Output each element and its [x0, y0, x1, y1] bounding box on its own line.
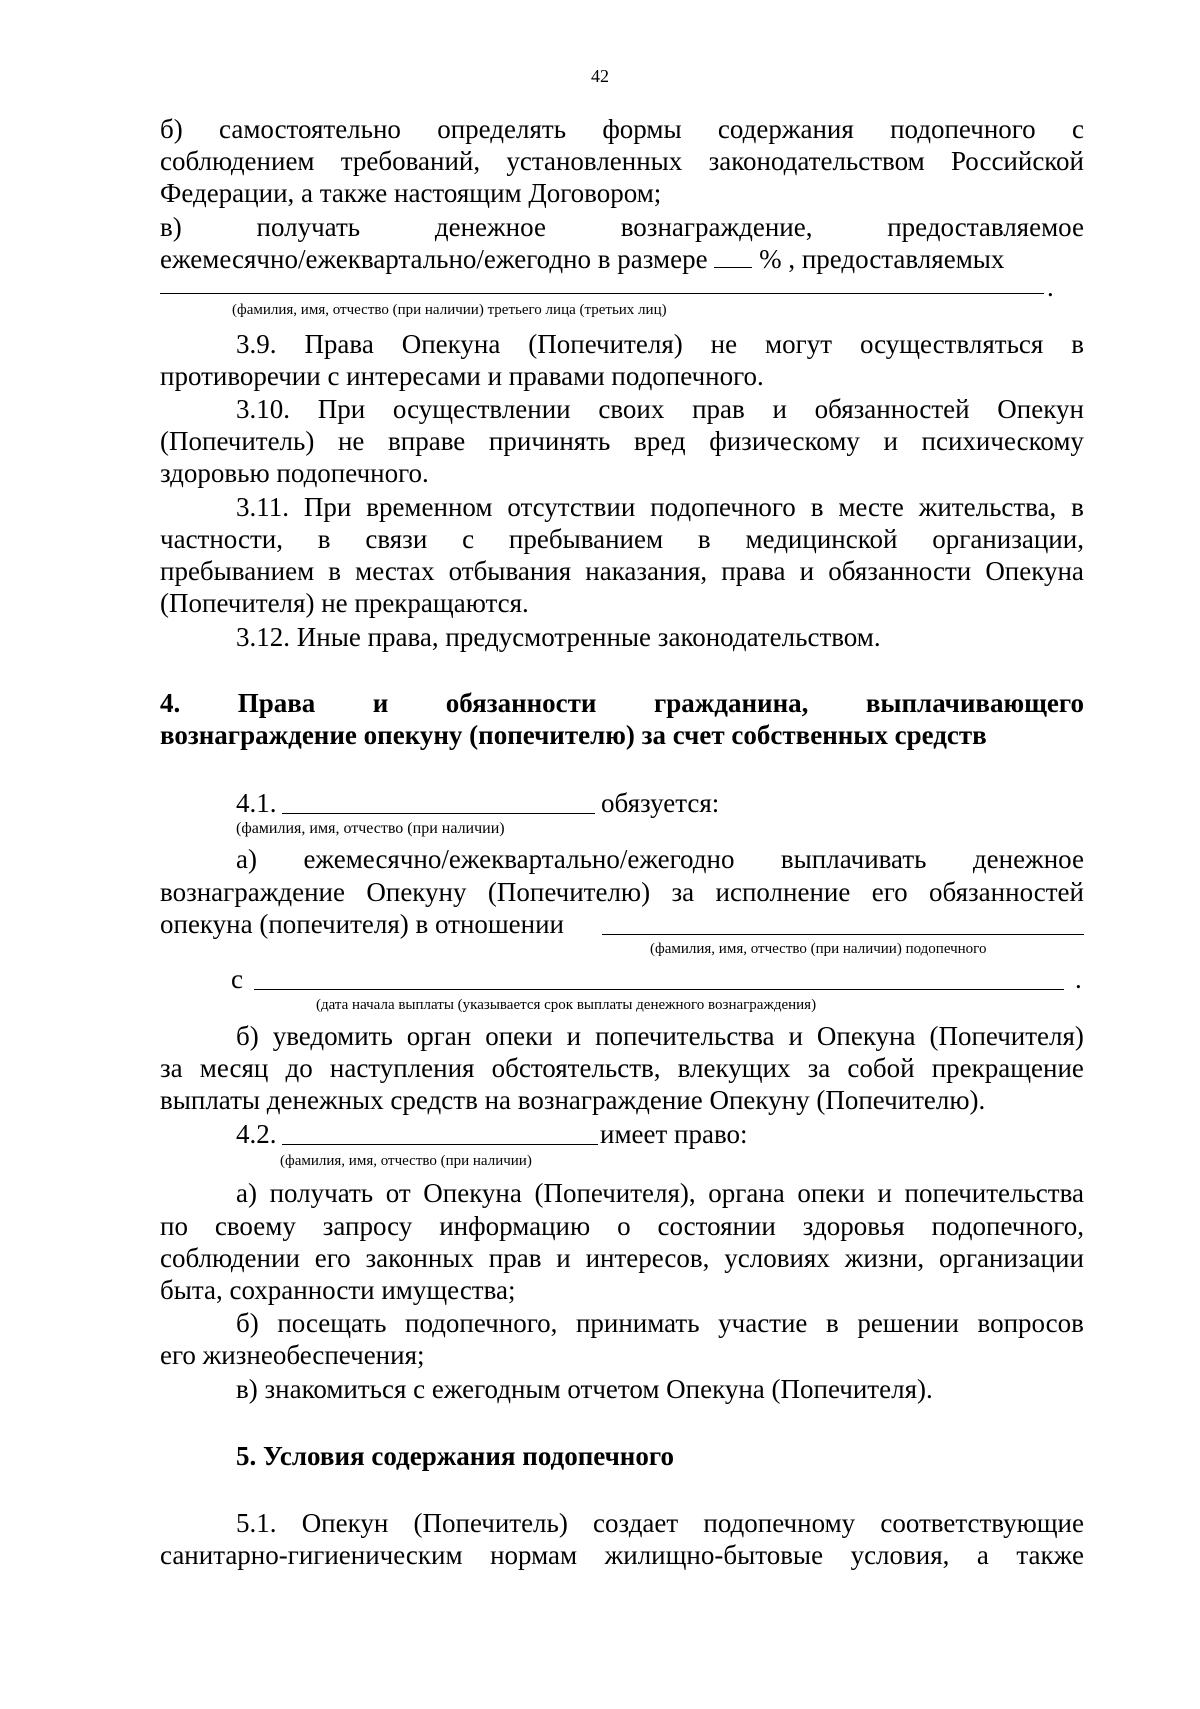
p41-caption: (фамилия, имя, отчество (при наличии): [236, 820, 505, 837]
word: здоровья: [802, 1211, 905, 1241]
p42-caption: (фамилия, имя, отчество (при наличии): [280, 1153, 532, 1169]
word: (Попечителю): [487, 877, 651, 907]
p41-b-line-3: выплаты денежных средств на вознаграждение Опекуну (Попечителю).: [160, 1085, 986, 1115]
word: за: [671, 877, 695, 907]
word: обязанностей: [814, 394, 970, 424]
p42-b-line-1: [236, 1307, 1084, 1339]
p311-line-3: [160, 555, 1084, 587]
p311-line-4: (Попечителя) не прекращаются.: [160, 588, 529, 618]
word: законодательством: [708, 146, 925, 176]
word: Опекуна: [401, 329, 501, 359]
word: до: [285, 1053, 313, 1083]
word: его: [871, 877, 908, 907]
section4-heading-line-2: вознаграждение опекуну (попечителю) за счет собственных средств: [160, 720, 987, 750]
word: месте: [838, 492, 904, 522]
word: собой: [847, 1053, 915, 1083]
word: Российской: [950, 146, 1084, 176]
word: с: [462, 524, 475, 554]
word: за: [807, 1053, 831, 1083]
word: а): [236, 1178, 257, 1208]
word: вознаграждение,: [620, 212, 813, 242]
page-number: 42: [591, 66, 609, 86]
word: осуществляться: [859, 329, 1044, 359]
word: Права: [304, 329, 374, 359]
word: 3.11.: [236, 492, 289, 522]
word: вознаграждение: [160, 877, 345, 907]
word: опеки: [485, 1021, 553, 1051]
word: пребыванием: [508, 524, 664, 554]
word: в): [160, 212, 182, 242]
p311-line-1: [236, 491, 1084, 523]
word: б): [236, 1021, 259, 1051]
word: соблюдением: [160, 146, 315, 176]
word: создает: [593, 1508, 679, 1538]
word: местах: [355, 556, 435, 586]
section5-heading: 5. Условия содержания подопечного: [236, 1441, 674, 1471]
word: ежемесячно/ежеквартально/ежегодно: [303, 844, 735, 874]
word: а: [976, 1540, 989, 1570]
word: вред: [633, 426, 686, 456]
p41-a-line-1: [236, 843, 1084, 875]
word: Опекун: [301, 1508, 389, 1538]
item-v-line-2: ежемесячно/ежеквартально/ежегодно в размере % , предоставляемых: [160, 244, 1005, 274]
percent-blank: [714, 243, 752, 268]
word: 5.1.: [236, 1508, 277, 1538]
word: (Попечителя),: [534, 1178, 696, 1208]
word: исполнение: [715, 877, 851, 907]
word: 3.9.: [236, 329, 277, 359]
word: соответствующие: [880, 1508, 1084, 1538]
word: предоставляемое: [887, 212, 1084, 242]
p310-line-2: [160, 425, 1084, 457]
word: орган: [406, 1021, 472, 1051]
word: участие: [718, 1308, 808, 1338]
word: организации,: [932, 524, 1084, 554]
word: условиях: [724, 1243, 830, 1273]
word: в: [825, 1308, 839, 1338]
word: денежное: [972, 844, 1084, 874]
word: и: [566, 1021, 582, 1051]
word: своих: [598, 394, 665, 424]
p42-a-line-4: быта, сохранности имущества;: [160, 1275, 516, 1305]
word: в: [1071, 329, 1084, 359]
word: жизни,: [844, 1243, 925, 1273]
word: своему: [214, 1211, 296, 1241]
word: вопросов: [977, 1308, 1084, 1338]
word: с: [1071, 114, 1084, 144]
word: в: [317, 524, 331, 554]
word: посещать: [277, 1308, 387, 1338]
word: жилищно-бытовые: [604, 1540, 824, 1570]
word: уведомить: [272, 1021, 393, 1051]
word: Права: [237, 688, 316, 718]
p42-tail: имеет право:: [600, 1119, 748, 1149]
p41-a-line-2: [160, 876, 1084, 908]
word: в: [1071, 492, 1084, 522]
p41-a-line-3: опекуна (попечителя) в отношении: [160, 909, 565, 939]
third-party-blank: [160, 293, 1044, 294]
word: запросу: [322, 1211, 413, 1241]
word: состоянии: [657, 1211, 776, 1241]
word: принимать: [575, 1308, 700, 1338]
word: подопечного: [650, 492, 796, 522]
word: не: [337, 426, 365, 456]
ward-name-blank: [602, 934, 1084, 935]
start-caption: (дата начала выплаты (указывается срок выплаты денежного вознаграждения): [316, 997, 817, 1013]
word: осуществлении: [392, 394, 571, 424]
ward-caption: (фамилия, имя, отчество (при наличии) подопечного: [650, 941, 987, 957]
word: и: [772, 394, 787, 424]
word: установленных: [506, 146, 683, 176]
item-v-line-1: [160, 211, 1084, 243]
word: формы: [602, 114, 682, 144]
word: временном: [366, 492, 493, 522]
word: содержания: [717, 114, 854, 144]
word: подопечному: [703, 1508, 856, 1538]
word: Опекуна: [816, 1021, 916, 1051]
word: (Попечителя): [929, 1021, 1084, 1051]
word: организации: [938, 1243, 1084, 1273]
word: интересов,: [585, 1243, 710, 1273]
item-v-dot: .: [1047, 272, 1054, 302]
word: обязанностей: [929, 877, 1084, 907]
word: отбывания: [448, 556, 572, 586]
p39-line-1: [236, 328, 1084, 360]
word: и: [883, 426, 898, 456]
word: физическому: [709, 426, 860, 456]
word: выплачивающего: [865, 688, 1084, 718]
word: (Попечителя): [528, 329, 683, 359]
p39-line-2: противоречии с интересами и правами подопечного.: [160, 361, 764, 391]
word: Опекуну: [366, 877, 467, 907]
word: от: [385, 1178, 411, 1208]
word: в: [328, 556, 342, 586]
p41-num: 4.1.: [236, 788, 277, 818]
word: денежное: [434, 212, 546, 242]
word: определять: [437, 114, 567, 144]
word: не: [710, 329, 738, 359]
p42-v-line: в) знакомиться с ежегодным отчетом Опекуна (Попечителя).: [236, 1374, 933, 1404]
p42-a-line-2: [160, 1210, 1084, 1242]
word: вправе: [388, 426, 466, 456]
item-b-line-1: [160, 113, 1084, 145]
word: также: [1016, 1540, 1084, 1570]
word: прекращение: [931, 1053, 1084, 1083]
word: законных: [365, 1243, 474, 1273]
third-party-caption: (фамилия, имя, отчество (при наличии) третьего лица (третьих лиц): [232, 302, 667, 318]
item-b-line-2: [160, 145, 1084, 177]
p42-payer-blank: [282, 1144, 598, 1145]
word: б): [236, 1308, 259, 1338]
word: органа: [708, 1178, 785, 1208]
word: отсутствии: [507, 492, 636, 522]
word: 4.: [160, 688, 181, 718]
word: (Попечитель): [413, 1508, 568, 1538]
word: получать: [269, 1178, 374, 1208]
word: При: [317, 394, 366, 424]
word: влекущих: [677, 1053, 791, 1083]
p41-payer-blank: [282, 813, 595, 814]
word: б): [160, 114, 183, 144]
word: и: [788, 1021, 803, 1051]
word: психическому: [921, 426, 1084, 456]
word: нормам: [490, 1540, 578, 1570]
p51-line-2: [160, 1539, 1084, 1571]
word: обязанности: [445, 688, 597, 718]
start-prefix: с: [231, 964, 243, 994]
word: частности,: [160, 524, 283, 554]
word: прав: [692, 394, 745, 424]
word: попечительства: [595, 1021, 775, 1051]
word: за: [160, 1053, 183, 1083]
word: права: [721, 556, 786, 586]
word: подопечного,: [931, 1211, 1084, 1241]
word: месяц: [199, 1053, 269, 1083]
word: жительства,: [918, 492, 1057, 522]
p41-b-line-2: [160, 1052, 1084, 1084]
p42-b-line-2: его жизнеобеспечения;: [160, 1340, 425, 1370]
word: информацию: [439, 1211, 591, 1241]
word: самостоятельно: [219, 114, 401, 144]
word: а): [236, 844, 257, 874]
word: его: [314, 1243, 351, 1273]
word: Опекун: [997, 394, 1084, 424]
word: наказания,: [585, 556, 708, 586]
word: решении: [857, 1308, 959, 1338]
p42-a-line-3: [160, 1242, 1084, 1274]
word: и: [877, 1178, 892, 1208]
word: пребыванием: [160, 556, 315, 586]
p42-num: 4.2.: [236, 1119, 277, 1149]
word: соблюдении: [160, 1243, 300, 1273]
word: в: [810, 492, 824, 522]
item-b-line-3: Федерации, а также настоящим Договором;: [160, 178, 662, 208]
word: причинять: [488, 426, 611, 456]
word: выплачивать: [780, 844, 927, 874]
word: в: [697, 524, 711, 554]
word: требований,: [340, 146, 481, 176]
p311-line-2: [160, 523, 1084, 555]
start-date-blank: [254, 989, 1064, 990]
word: медицинской: [745, 524, 898, 554]
word: и: [556, 1243, 571, 1273]
word: обстоятельств,: [491, 1053, 661, 1083]
word: могут: [765, 329, 833, 359]
p310-line-1: [236, 393, 1084, 425]
word: гражданина,: [653, 688, 809, 718]
word: Опекуна: [985, 556, 1084, 586]
word: (Попечитель): [160, 426, 315, 456]
word: связи: [365, 524, 428, 554]
word: условия,: [850, 1540, 950, 1570]
p41-b-line-1: [236, 1020, 1084, 1052]
word: наступления: [329, 1053, 475, 1083]
word: прав: [488, 1243, 542, 1273]
p312: 3.12. Иные права, предусмотренные законодательством.: [236, 622, 881, 652]
word: о: [617, 1211, 631, 1241]
word: опеки: [797, 1178, 865, 1208]
word: и: [372, 688, 389, 718]
word: 3.10.: [236, 394, 290, 424]
word: При: [303, 492, 352, 522]
word: попечительства: [904, 1178, 1084, 1208]
word: Опекуна: [423, 1178, 522, 1208]
word: получать: [256, 212, 361, 242]
p51-line-1: [236, 1507, 1084, 1539]
p41-tail: обязуется:: [601, 788, 720, 818]
word: подопечного,: [405, 1308, 558, 1338]
start-dot: .: [1075, 964, 1082, 994]
section4-heading-line-1: [160, 687, 1084, 719]
p42-a-line-1: [236, 1177, 1084, 1209]
word: подопечного: [890, 114, 1036, 144]
word: обязанности: [828, 556, 972, 586]
word: санитарно-гигиеническим: [160, 1540, 463, 1570]
word: по: [160, 1211, 188, 1241]
p310-line-3: здоровью подопечного.: [160, 458, 429, 488]
word: и: [799, 556, 815, 586]
